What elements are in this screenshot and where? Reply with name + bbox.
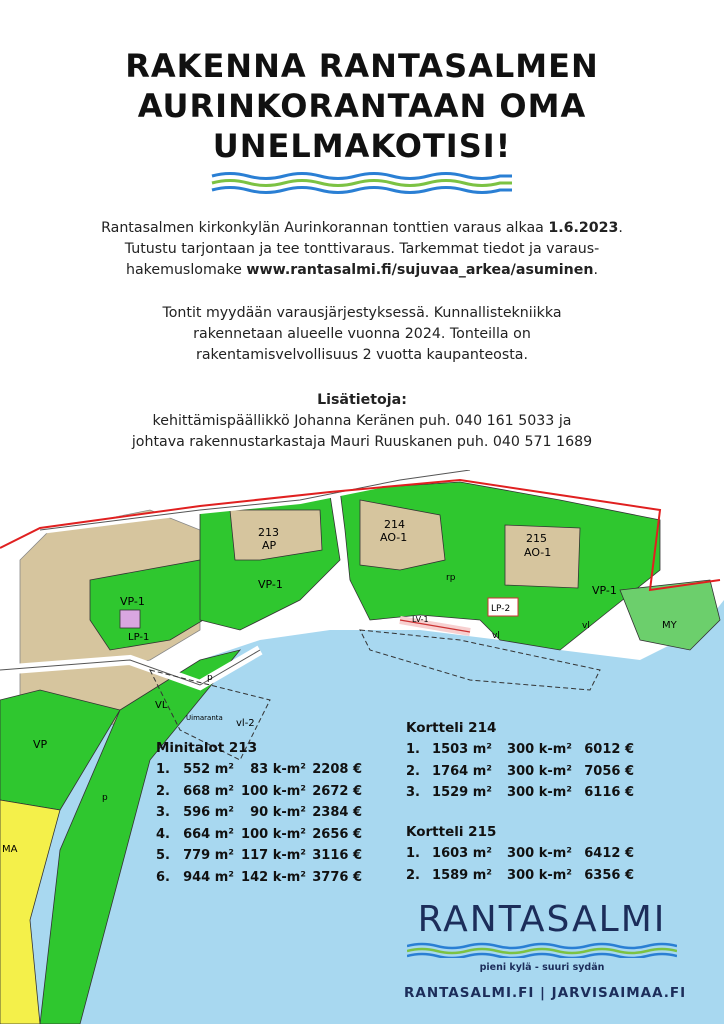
- plot-area: 596 m²: [183, 805, 234, 820]
- table-row: [156, 802, 362, 824]
- row-number: 3.: [156, 805, 170, 820]
- label-p-2: p: [102, 793, 108, 803]
- plot-price: 2656 €: [312, 826, 362, 842]
- plot-price: 6356 €: [584, 867, 634, 883]
- plot-area: 1764 m²: [432, 763, 492, 779]
- plot-price: 2208 €: [312, 762, 362, 777]
- label-214: AO-1: [380, 531, 408, 544]
- label-214-num: 214: [384, 518, 405, 531]
- plot-area: 668 m²: [183, 783, 234, 799]
- row-number: 2.: [406, 867, 420, 883]
- label-vp1-right: VP-1: [592, 584, 617, 597]
- intro-paragraph: [40, 218, 684, 281]
- sales-line-1: Tontit myydään varausjärjestyksessä. Kunnallistekniikka: [162, 305, 562, 321]
- table-row: [406, 843, 634, 865]
- floor-area: 300 k-m²: [507, 785, 572, 800]
- intro-text: Rantasalmen kirkonkylän Aurinkorannan tonttien varaus alkaa: [101, 220, 549, 236]
- table-row: [406, 739, 634, 761]
- plot-area: 1589 m²: [432, 867, 492, 883]
- website-link[interactable]: www.rantasalmi.fi/sujuvaa_arkea/asuminen: [246, 262, 594, 278]
- label-p-1: p: [207, 673, 213, 683]
- label-lp1: LP-1: [128, 632, 150, 643]
- label-my: MY: [662, 620, 677, 631]
- label-ap: AP: [262, 539, 277, 552]
- plot-price: 7056 €: [584, 763, 634, 779]
- table-row: [406, 782, 634, 804]
- lp1-area: [120, 610, 140, 628]
- kortteli-215-table: [406, 824, 634, 886]
- page-title: [0, 46, 724, 166]
- label-ma: MA: [2, 844, 18, 855]
- plot-area: 944 m²: [183, 869, 234, 885]
- contact-line-1: kehittämispäällikkö Johanna Keränen puh. 040 161 5033 ja: [152, 413, 572, 429]
- row-number: 5.: [156, 848, 170, 863]
- kortteli-215-heading: Kortteli 215: [406, 824, 497, 840]
- floor-area: 90 k-m²: [250, 805, 306, 820]
- intro-period-2: .: [593, 262, 598, 278]
- plot-area: 1603 m²: [432, 846, 492, 861]
- plot-price: 3776 €: [312, 869, 362, 885]
- plot-price: 2672 €: [312, 783, 362, 799]
- table-row: [156, 781, 362, 803]
- label-vp-left: VP: [33, 738, 48, 751]
- floor-area: 83 k-m²: [250, 762, 306, 777]
- row-number: 1.: [156, 762, 170, 777]
- table-row: [156, 845, 362, 867]
- title-line-1: RAKENNA RANTASALMEN: [125, 47, 599, 85]
- sales-line-3: rakentamisvelvollisuus 2 vuotta kaupanteosta.: [195, 347, 529, 363]
- label-215-num: 215: [526, 532, 547, 545]
- plot-price: 3116 €: [312, 848, 362, 863]
- row-number: 3.: [406, 785, 420, 800]
- kortteli-214-table: [406, 720, 634, 804]
- plot-area: 779 m²: [183, 848, 234, 863]
- floor-area: 100 k-m²: [241, 826, 306, 842]
- logo-waves: [407, 942, 677, 958]
- plot-area: 1529 m²: [432, 785, 492, 800]
- kortteli-214-heading: Kortteli 214: [406, 720, 497, 736]
- title-line-2: AURINKORANTAAN OMA: [137, 87, 587, 125]
- plot-price: 6412 €: [584, 846, 634, 861]
- plot-area: 664 m²: [183, 826, 234, 842]
- wave-decoration: [210, 170, 514, 196]
- label-vl-left: VL: [155, 700, 168, 711]
- row-number: 4.: [156, 826, 170, 842]
- table-row: [406, 865, 634, 887]
- floor-area: 300 k-m²: [507, 846, 572, 861]
- intro-line-3: hakemuslomake: [126, 262, 247, 278]
- logo-tagline: pieni kylä - suuri sydän: [479, 962, 605, 973]
- plot-price: 6116 €: [584, 785, 634, 800]
- contact-heading: Lisätietoja:: [317, 392, 407, 408]
- table-row: [406, 761, 634, 783]
- floor-area: 117 k-m²: [241, 848, 306, 863]
- row-number: 2.: [156, 783, 170, 799]
- label-lp2: LP-2: [491, 604, 511, 614]
- floor-area: 300 k-m²: [507, 742, 572, 757]
- row-number: 2.: [406, 763, 420, 779]
- footer-links[interactable]: RANTASALMI.FI | JARVISAIMAA.FI: [404, 985, 687, 1001]
- contact-paragraph: [40, 390, 684, 453]
- table-row: [156, 759, 362, 781]
- table-row: [156, 824, 362, 846]
- label-rp: rp: [446, 573, 456, 583]
- label-lv1: LV-1: [412, 615, 429, 624]
- sales-paragraph: [40, 303, 684, 366]
- row-number: 1.: [406, 742, 420, 757]
- contact-line-2: johtava rakennustarkastaja Mauri Ruuskanen puh. 040 571 1689: [131, 434, 593, 450]
- minitalot-heading: Minitalot 213: [156, 740, 258, 756]
- minitalot-table: [156, 740, 362, 888]
- row-number: 6.: [156, 869, 170, 885]
- intro-line-2: Tutustu tarjontaan ja tee tonttivaraus. Tarkemmat tiedot ja varaus-: [124, 241, 600, 257]
- label-vp1-mid: VP-1: [258, 578, 283, 591]
- label-vl-1: vl: [492, 631, 500, 641]
- label-215: AO-1: [524, 546, 552, 559]
- sales-line-2: rakennetaan alueelle vuonna 2024. Tonteilla on: [193, 326, 531, 342]
- row-number: 1.: [406, 846, 420, 861]
- title-line-3: UNELMAKOTISI!: [212, 127, 512, 165]
- plot-price: 6012 €: [584, 742, 634, 757]
- floor-area: 300 k-m²: [507, 763, 572, 779]
- reservation-date: 1.6.2023: [548, 220, 619, 236]
- label-vl-2: vl: [582, 621, 590, 631]
- plot-price: 2384 €: [312, 805, 362, 820]
- floor-area: 100 k-m²: [241, 783, 306, 799]
- intro-period: .: [618, 220, 623, 236]
- plot-area: 1503 m²: [432, 742, 492, 757]
- floor-area: 142 k-m²: [241, 869, 306, 885]
- label-vl2: vl-2: [236, 718, 255, 729]
- rantasalmi-logo: [404, 898, 687, 1001]
- floor-area: 300 k-m²: [507, 867, 572, 883]
- plot-area: 552 m²: [183, 762, 234, 777]
- label-vp1-left: VP-1: [120, 595, 145, 608]
- label-uimaranta: Uimaranta: [186, 714, 223, 722]
- table-row: [156, 867, 362, 889]
- logo-wordmark: RANTASALMI: [417, 899, 667, 940]
- label-ap-num: 213: [258, 526, 279, 539]
